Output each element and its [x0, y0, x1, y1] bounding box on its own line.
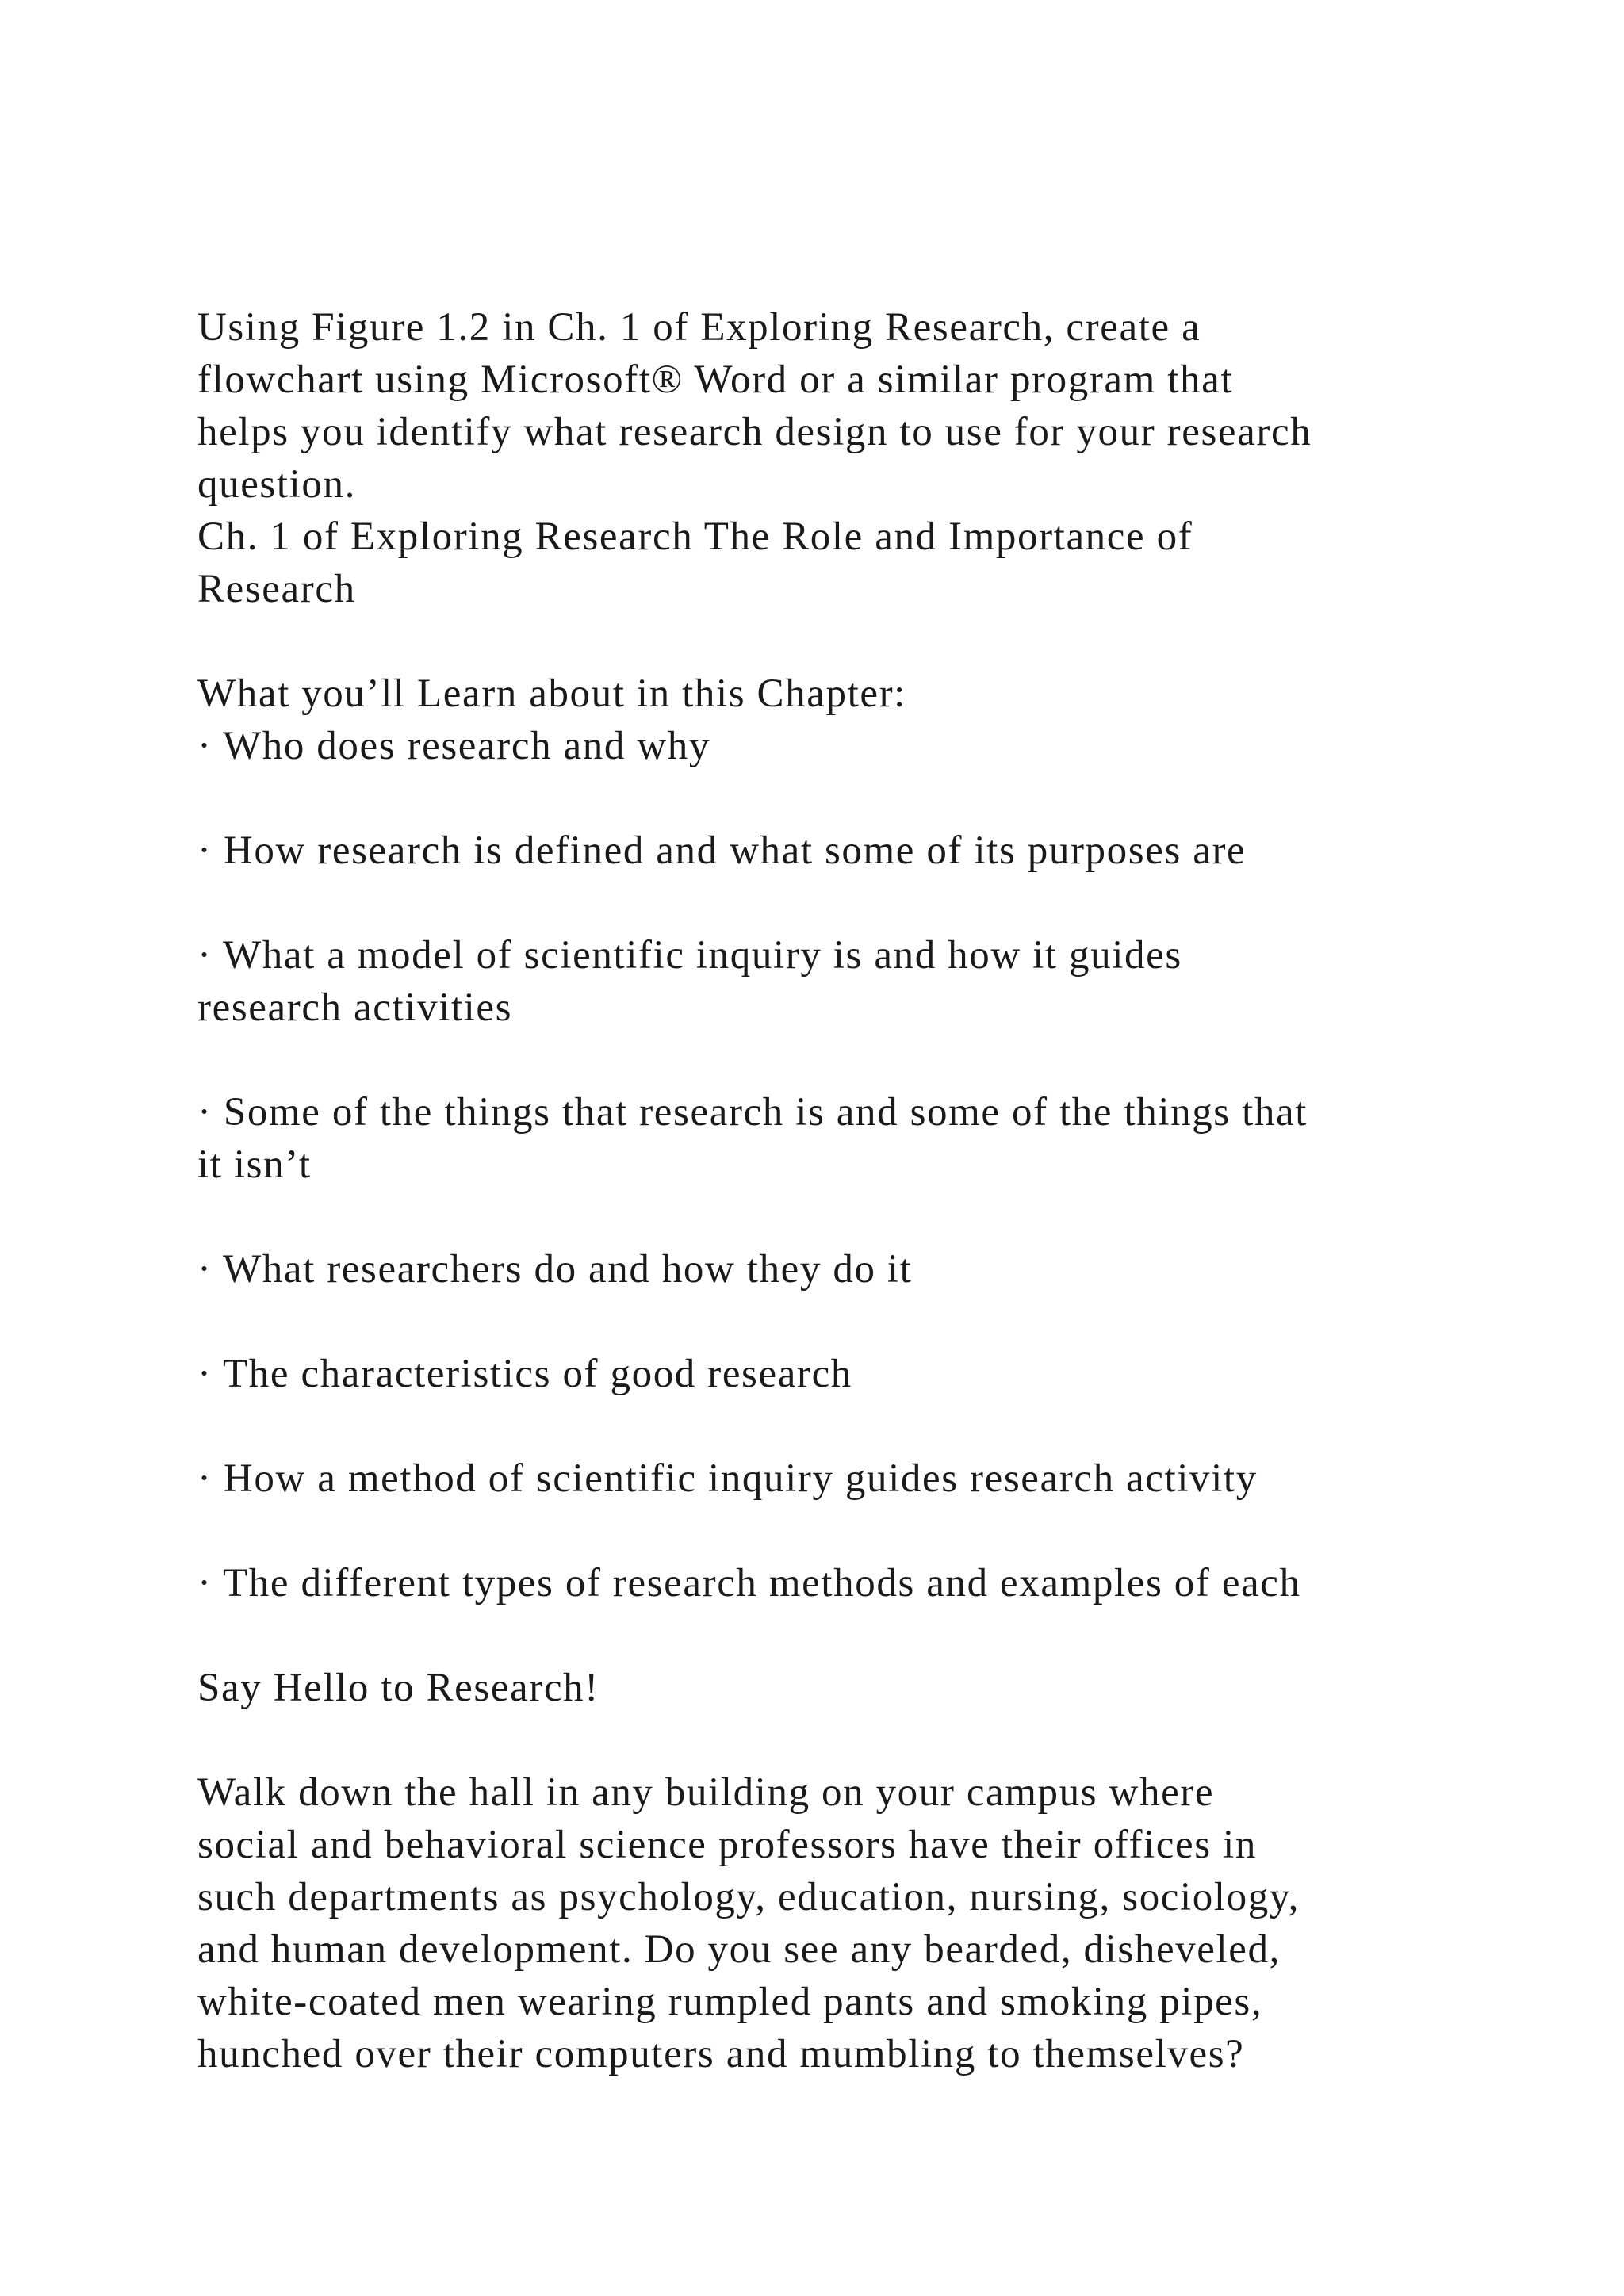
learn-item: · Some of the things that research is and some of the things that	[197, 1090, 1308, 1135]
learn-item: · What researchers do and how they do it	[197, 1247, 913, 1292]
chapter-heading: Ch. 1 of Exploring Research The Role and Importance of	[197, 515, 1193, 559]
learn-item: · What a model of scientific inquiry is and how it guides	[197, 933, 1182, 978]
section-heading: Say Hello to Research!	[197, 1666, 599, 1710]
blank-line	[197, 1400, 1514, 1452]
paragraph-line: such departments as psychology, education, nursing, sociology,	[197, 1875, 1300, 1919]
blank-line	[197, 1295, 1514, 1348]
blank-line	[197, 1191, 1514, 1243]
chapter-heading: Research	[197, 567, 356, 611]
learn-item: · Who does research and why	[197, 724, 710, 768]
blank-line	[197, 877, 1514, 929]
paragraph-line: social and behavioral science professors have their offices in	[197, 1823, 1257, 1867]
learn-item-continuation: it isn’t	[197, 1142, 312, 1187]
learn-item: · The different types of research methods and examples of each	[197, 1561, 1301, 1605]
paragraph-line: white-coated men wearing rumpled pants and smoking pipes,	[197, 1980, 1263, 2024]
document-body	[197, 301, 1514, 2080]
paragraph-line: Walk down the hall in any building on your campus where	[197, 1770, 1215, 1815]
intro-line: question.	[197, 462, 356, 507]
learn-item: · The characteristics of good research	[197, 1352, 852, 1396]
intro-line: Using Figure 1.2 in Ch. 1 of Exploring Research, create a	[197, 305, 1201, 350]
learn-heading: What you’ll Learn about in this Chapter:	[197, 672, 906, 716]
intro-line: flowchart using Microsoft® Word or a similar program that	[197, 358, 1234, 402]
blank-line	[197, 1609, 1514, 1662]
blank-line	[197, 772, 1514, 825]
paragraph-line: and human development. Do you see any bearded, disheveled,	[197, 1927, 1281, 1972]
blank-line	[197, 1714, 1514, 1766]
blank-line	[197, 1034, 1514, 1086]
learn-item: · How research is defined and what some of its purposes are	[197, 828, 1247, 873]
blank-line	[197, 615, 1514, 668]
paragraph-line: hunched over their computers and mumbling to themselves?	[197, 2032, 1245, 2076]
learn-item-continuation: research activities	[197, 985, 513, 1030]
learn-item: · How a method of scientific inquiry guides research activity	[197, 1456, 1258, 1501]
intro-line: helps you identify what research design to use for your research	[197, 410, 1312, 454]
blank-line	[197, 1505, 1514, 1557]
